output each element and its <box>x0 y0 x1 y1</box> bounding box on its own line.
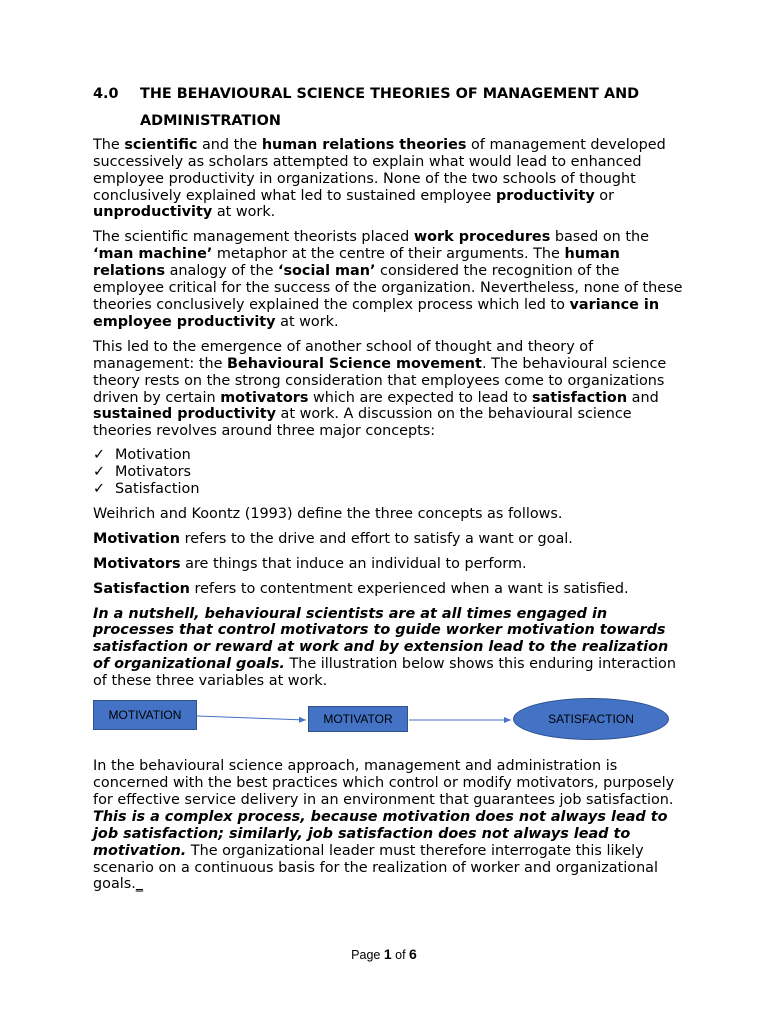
section-title-line1: THE BEHAVIOURAL SCIENCE THEORIES OF MANAGEMENT AND <box>140 86 640 102</box>
motivator-box: MOTIVATOR <box>308 706 408 732</box>
list-item: ✓ Motivation <box>93 447 191 464</box>
list-item: ✓ Satisfaction <box>93 481 200 498</box>
definition-motivation: Motivation refers to the drive and effort to satisfy a want or goal. <box>93 530 573 547</box>
paragraph-scientific-management: The scientific management theorists placed work procedures based on the ‘man machine’ metaphor at the centre of their arguments. The human relations analogy of the ‘social man’ considered the recognition of the employee critical for the success of the organization. Nevertheless, none of these theories conclusively explained the complex process which led to variance in employee productivity at work. <box>93 229 683 330</box>
definition-motivators: Motivators are things that induce an individual to perform. <box>93 555 527 572</box>
page-footer: Page 1 of 6 <box>351 946 417 962</box>
document-page <box>93 86 683 893</box>
paragraph-nutshell: In a nutshell, behavioural scientists are at all times engaged in processes that control motivators to guide worker motivation towards satisfaction or reward at work and by extension lead to the realization of organizational goals. The illustration below shows this enduring interaction of these three variables at work. <box>93 605 676 690</box>
checkmark-icon: ✓ <box>93 447 106 464</box>
motivation-flow-diagram <box>93 700 683 750</box>
section-heading <box>93 86 683 103</box>
motivation-box: MOTIVATION <box>93 700 197 730</box>
paragraph-approach: In the behavioural science approach, management and administration is concerned with the best practices which control or modify motivators, purposely for effective service delivery in an environment that guarantees job satisfaction. This is a complex process, because motivation does not always lead to job satisfaction; similarly, job satisfaction does not always lead to motivation. The organizational leader must therefore interrogate this likely scenario on a continuous basis for the realization of worker and organizational goals._ <box>93 758 675 893</box>
page-total: 6 <box>409 946 417 962</box>
section-number: 4.0 <box>93 86 119 102</box>
paragraph-behavioural-science: This led to the emergence of another school of thought and theory of management: the Behavioural Science movement. The behavioural science theory rests on the strong consideration that employees come to organizations driven by certain motivators which are expected to lead to satisfaction and sustained productivity at work. A discussion on the behavioural science theories revolves around three major concepts: <box>93 338 667 440</box>
satisfaction-ellipse: SATISFACTION <box>513 698 669 740</box>
concept-checklist <box>93 447 683 498</box>
definition-satisfaction: Satisfaction refers to contentment experienced when a want is satisfied. <box>93 580 629 597</box>
paragraph-intro: The scientific and the human relations theories of management developed successively as scholars attempted to explain what would lead to enhanced employee productivity in organizations. None of the two schools of thought conclusively explained what led to sustained employee productivity or unproductivity at work. <box>93 136 666 221</box>
section-title-line2: ADMINISTRATION <box>140 112 281 129</box>
paragraph-definitions-intro: Weihrich and Koontz (1993) define the three concepts as follows. <box>93 505 563 522</box>
checkmark-icon: ✓ <box>93 481 106 498</box>
arrow-motivation-to-motivator <box>197 716 306 720</box>
checkmark-icon: ✓ <box>93 464 106 481</box>
page-current: 1 <box>383 946 392 962</box>
list-item: ✓ Motivators <box>93 464 192 481</box>
